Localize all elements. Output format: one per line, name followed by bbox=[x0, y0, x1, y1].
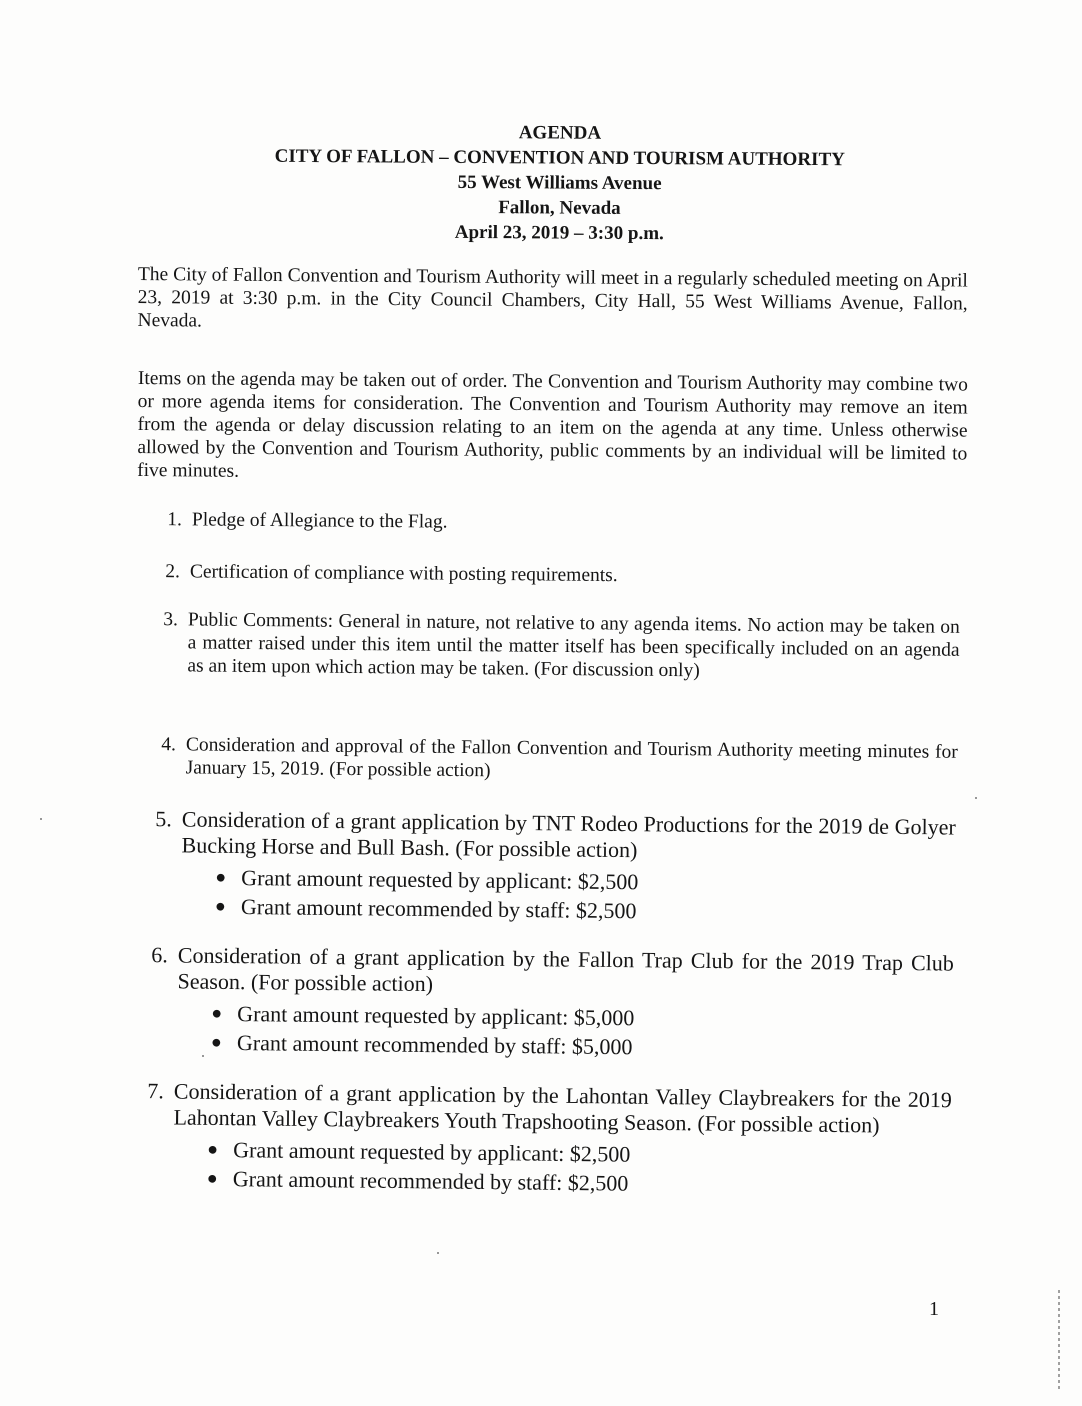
agenda-item-number: 4. bbox=[161, 734, 176, 756]
grant-requested-amount: Grant amount requested by applicant: $5,000 bbox=[237, 1001, 635, 1031]
agenda-item-text: Consideration and approval of the Fallon Convention and Tourism Authority meeting minutes for January 15, 2019. (For possible action) bbox=[185, 734, 958, 782]
agenda-item bbox=[139, 806, 956, 929]
grant-amounts-list bbox=[177, 998, 954, 1064]
scan-edge-artifact bbox=[1058, 1290, 1060, 1390]
agenda-item-number: 2. bbox=[165, 561, 180, 583]
agenda-item-text: Certification of compliance with posting requirements. bbox=[189, 561, 618, 587]
bullet-icon: ● bbox=[215, 866, 227, 887]
agenda-item-number: 7. bbox=[147, 1078, 164, 1104]
grant-recommended-amount: Grant amount recommended by staff: $2,500 bbox=[240, 894, 637, 924]
agenda-item bbox=[131, 1078, 952, 1201]
bullet-icon: ● bbox=[210, 1031, 222, 1052]
meeting-date-time: April 23, 2019 – 3:30 p.m. bbox=[454, 221, 664, 245]
scan-speck bbox=[437, 1252, 439, 1254]
grant-recommended-amount: Grant amount recommended by staff: $5,000 bbox=[236, 1030, 633, 1060]
intro-paragraph-rules: Items on the agenda may be taken out of order. The Convention and Tourism Authority may combine two or more agenda items for consideration. The Convention and Tourism Authority may remove an item from the agenda or delay discussion relating to an item on the agenda at any time. Unless otherwise allowed by the Convention and Tourism Authority, public comments by an individual will be limited to five minutes. bbox=[137, 367, 968, 482]
bullet-icon: ● bbox=[214, 895, 226, 916]
agenda-item bbox=[145, 608, 960, 685]
bullet-icon: ● bbox=[206, 1167, 218, 1188]
agenda-item-text: Consideration of a grant application by the Lahontan Valley Claybreakers for the 2019 Lahontan Valley Claybreakers Youth Trapshooting Season. (For possible action) bbox=[173, 1078, 952, 1138]
agenda-title: AGENDA bbox=[518, 122, 602, 144]
agenda-item-text: Pledge of Allegiance to the Flag. bbox=[191, 509, 448, 533]
agenda-header bbox=[149, 118, 970, 248]
grant-amounts-list bbox=[181, 862, 956, 928]
grant-amounts-list bbox=[173, 1134, 952, 1201]
address-street: 55 West Williams Avenue bbox=[457, 171, 662, 195]
agenda-item-text: Consideration of a grant application by TNT Rodeo Productions for the 2019 de Golyer Bucking Horse and Bull Bash. (For possible action) bbox=[181, 806, 956, 863]
agenda-item-number: 6. bbox=[151, 942, 168, 968]
intro-paragraph-meeting: The City of Fallon Convention and Tourism Authority will meet in a regularly scheduled meeting on April 23, 2019 at 3:30 p.m. in the City Council Chambers, City Hall, 55 West Williams Avenue, Fallon, Nevada. bbox=[137, 263, 968, 332]
agenda-item-text: Public Comments: General in nature, not relative to any agenda items. No action may be taken on a matter raised under this item until the matter itself has been specifically included on an agenda as an item upon which action may be taken. (For discussion only) bbox=[187, 609, 960, 682]
agenda-item-number: 5. bbox=[155, 806, 172, 832]
scan-speck bbox=[202, 1055, 204, 1057]
address-city: Fallon, Nevada bbox=[498, 197, 621, 219]
grant-requested-amount: Grant amount requested by applicant: $2,500 bbox=[241, 865, 639, 895]
scan-speck bbox=[40, 818, 42, 820]
page-number: 1 bbox=[929, 1298, 939, 1320]
agenda-item bbox=[144, 733, 958, 787]
scan-speck bbox=[975, 797, 977, 799]
agenda-item bbox=[148, 560, 960, 590]
bullet-icon: ● bbox=[211, 1002, 223, 1023]
agenda-item bbox=[150, 508, 960, 538]
grant-recommended-amount: Grant amount recommended by staff: $2,500 bbox=[232, 1166, 629, 1196]
grant-requested-amount: Grant amount requested by applicant: $2,500 bbox=[233, 1137, 631, 1167]
agenda-item-text: Consideration of a grant application by the Fallon Trap Club for the 2019 Trap Club Season. (For possible action) bbox=[177, 942, 954, 997]
agenda-item bbox=[135, 942, 954, 1065]
bullet-icon: ● bbox=[207, 1138, 219, 1159]
organization-name: CITY OF FALLON – CONVENTION AND TOURISM AUTHORITY bbox=[274, 145, 845, 171]
agenda-item-number: 1. bbox=[167, 509, 182, 531]
agenda-item-number: 3. bbox=[163, 609, 178, 631]
